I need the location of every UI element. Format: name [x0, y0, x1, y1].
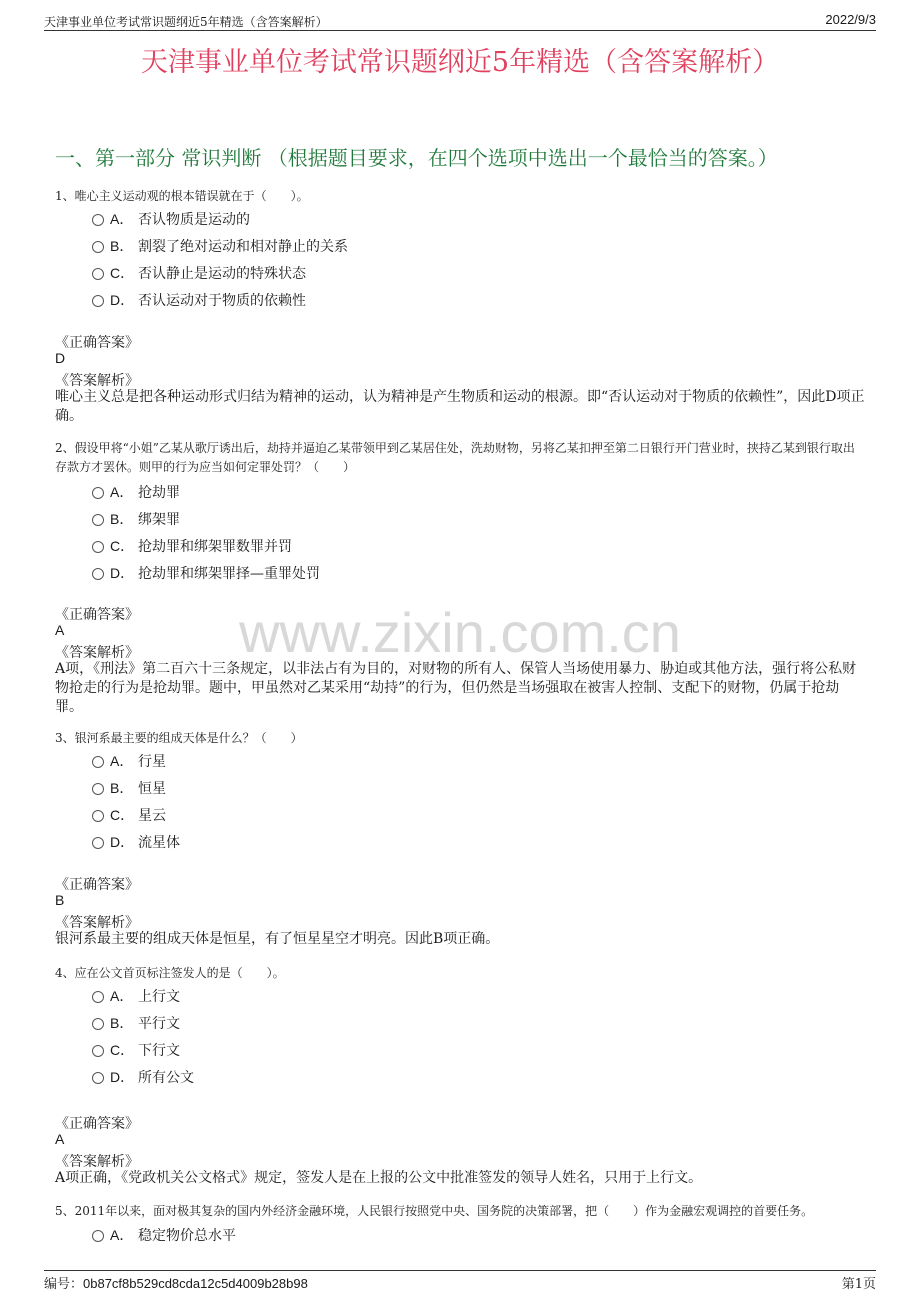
answer-label: 《正确答案》	[55, 335, 139, 351]
question-4-option-b[interactable]: B． 平行文	[92, 1013, 180, 1033]
question-5-option-a[interactable]: A． 稳定物价总水平	[92, 1225, 236, 1245]
question-2-option-a[interactable]: A． 抢劫罪	[92, 482, 180, 502]
watermark: www.zixin.com.cn	[239, 601, 681, 664]
explanation-label: 《答案解析》	[55, 645, 139, 661]
question-1-explanation: 唯心主义总是把各种运动形式归结为精神的运动，认为精神是产生物质和运动的根源。即“否认运动对于物质的依赖性”，因此D项正确。	[55, 389, 865, 424]
radio-icon[interactable]	[92, 214, 104, 226]
radio-icon[interactable]	[92, 268, 104, 280]
question-3-option-b[interactable]: B． 恒星	[92, 778, 166, 798]
radio-icon[interactable]	[92, 810, 104, 822]
radio-icon[interactable]	[92, 756, 104, 768]
header-date: 2022/9/3	[825, 12, 876, 27]
answer-label: 《正确答案》	[55, 607, 139, 623]
radio-icon[interactable]	[92, 1045, 104, 1057]
radio-icon[interactable]	[92, 991, 104, 1003]
page-number: 第1页	[841, 1277, 876, 1292]
header-doc-title: 天津事业单位考试常识题纲近5年精选（含答案解析）	[44, 15, 328, 29]
question-3-explanation: 银河系最主要的组成天体是恒星，有了恒星星空才明亮。因此B项正确。	[55, 931, 500, 947]
explanation-label: 《答案解析》	[55, 373, 139, 389]
question-1-answer: D	[55, 350, 66, 366]
question-4-option-d[interactable]: D． 所有公文	[92, 1067, 194, 1087]
question-1-text: 1、唯心主义运动观的根本错误就在于（ ）。	[55, 189, 309, 203]
question-1-option-c[interactable]: C． 否认静止是运动的特殊状态	[92, 263, 306, 283]
question-2-text: 2、假设甲将“小姐”乙某从歌厅诱出后，劫持并逼迫乙某带领甲到乙某居住处，洗劫财物，另将乙某扣押至第二日银行开门营业时，挟持乙某到银行取出存款方才罢休。则甲的行为应当如何定罪处罚？（ ）	[55, 441, 855, 474]
question-4-option-a[interactable]: A． 上行文	[92, 986, 180, 1006]
radio-icon[interactable]	[92, 487, 104, 499]
question-4-text: 4、应在公文首页标注签发人的是（ ）。	[55, 966, 285, 980]
question-5-text: 5、2011年以来，面对极其复杂的国内外经济金融环境，人民银行按照党中央、国务院的决策部署，把（ ）作为金融宏观调控的首要任务。	[55, 1204, 814, 1218]
question-1-option-d[interactable]: D． 否认运动对于物质的依赖性	[92, 290, 306, 310]
answer-label: 《正确答案》	[55, 1116, 139, 1132]
radio-icon[interactable]	[92, 295, 104, 307]
question-4-answer: A	[55, 1131, 65, 1147]
question-4-option-c[interactable]: C． 下行文	[92, 1040, 180, 1060]
section-heading: 一、第一部分 常识判断 （根据题目要求，在四个选项中选出一个最恰当的答案。）	[55, 146, 778, 170]
question-4-explanation: A项正确，《党政机关公文格式》规定，签发人是在上报的公文中批准签发的领导人姓名，只用于上行文。	[55, 1170, 703, 1186]
explanation-label: 《答案解析》	[55, 1154, 139, 1170]
radio-icon[interactable]	[92, 541, 104, 553]
question-2-explanation: A项，《刑法》第二百六十三条规定，以非法占有为目的，对财物的所有人、保管人当场使用暴力、胁迫或其他方法，强行将公私财物抢走的行为是抢劫罪。题中，甲虽然对乙某采用“劫持”的行为，但仍然是当场强取在被害人控制、支配下的财物，仍属于抢劫罪。	[55, 661, 857, 715]
question-3-text: 3、银河系最主要的组成天体是什么？（ ）	[55, 731, 303, 745]
question-3-answer: B	[55, 892, 65, 908]
document-code: 编号：0b87cf8b529cd8cda12c5d4009b28b98	[44, 1276, 308, 1292]
question-2-option-b[interactable]: B． 绑架罪	[92, 509, 180, 529]
radio-icon[interactable]	[92, 1018, 104, 1030]
question-2-option-d[interactable]: D． 抢劫罪和绑架罪择—重罪处罚	[92, 563, 320, 583]
question-1-option-b[interactable]: B． 割裂了绝对运动和相对静止的关系	[92, 236, 348, 256]
page-footer	[44, 1270, 876, 1291]
question-2-answer: A	[55, 622, 65, 638]
radio-icon[interactable]	[92, 783, 104, 795]
radio-icon[interactable]	[92, 1230, 104, 1242]
question-3-option-d[interactable]: D． 流星体	[92, 832, 180, 852]
page-header	[44, 12, 876, 31]
radio-icon[interactable]	[92, 837, 104, 849]
document-title: 天津事业单位考试常识题纲近5年精选（含答案解析）	[140, 47, 780, 78]
radio-icon[interactable]	[92, 241, 104, 253]
question-3-option-a[interactable]: A． 行星	[92, 751, 166, 771]
explanation-label: 《答案解析》	[55, 915, 139, 931]
radio-icon[interactable]	[92, 1072, 104, 1084]
question-3-option-c[interactable]: C． 星云	[92, 805, 166, 825]
question-2-option-c[interactable]: C． 抢劫罪和绑架罪数罪并罚	[92, 536, 292, 556]
radio-icon[interactable]	[92, 514, 104, 526]
answer-label: 《正确答案》	[55, 877, 139, 893]
radio-icon[interactable]	[92, 568, 104, 580]
question-1-option-a[interactable]: A． 否认物质是运动的	[92, 209, 250, 229]
